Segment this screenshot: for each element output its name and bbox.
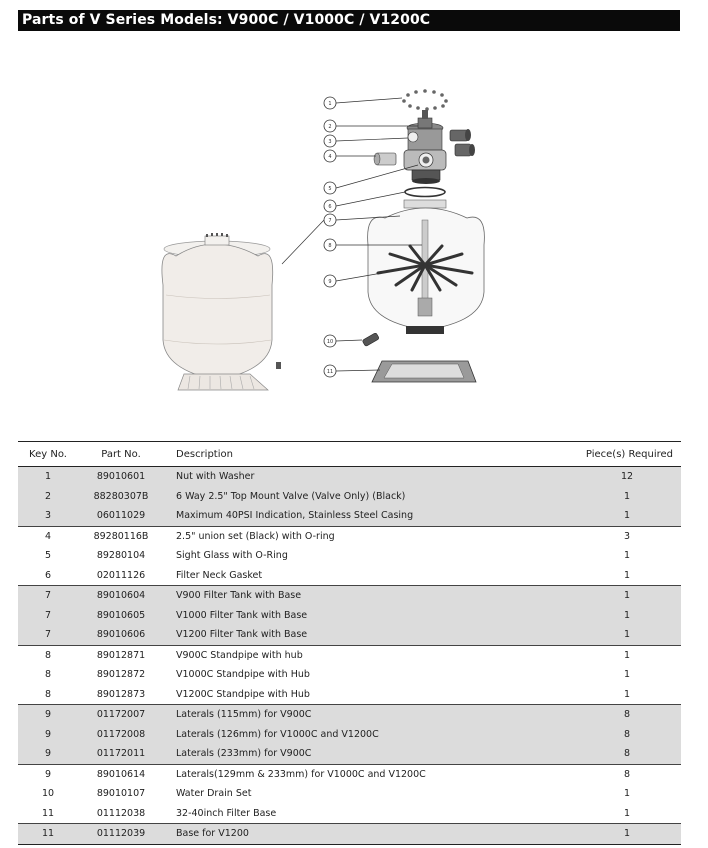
callout-label: 3 <box>328 139 332 145</box>
header-description: Description <box>164 442 573 467</box>
callout-label: 1 <box>328 101 332 107</box>
callout-9 <box>324 275 336 287</box>
cell-key: 8 <box>44 688 52 700</box>
table-row <box>18 824 681 845</box>
table-row <box>18 487 681 507</box>
cell-part: 02011126 <box>96 569 146 581</box>
cell-desc: V1000 Filter Tank with Base <box>164 606 573 626</box>
cell-key: 5 <box>44 550 52 562</box>
cell-part: 89010601 <box>78 467 164 487</box>
cell-part: 01172011 <box>78 744 164 764</box>
parts-table <box>18 441 681 845</box>
header-part-no: Part No. <box>78 442 164 467</box>
callout-5 <box>324 182 336 194</box>
callout-label: 7 <box>328 218 332 224</box>
cell-qty: 8 <box>573 705 681 725</box>
table-row <box>18 625 681 645</box>
cell-desc: Nut with Washer <box>164 467 573 487</box>
table-row <box>18 645 681 665</box>
cell-part: 89010614 <box>78 764 164 784</box>
table-header-row <box>18 442 681 467</box>
callout-8 <box>324 239 336 251</box>
cell-part: 06011029 <box>78 506 164 526</box>
table-row <box>18 804 681 824</box>
callout-label: 4 <box>328 154 332 160</box>
cell-qty: 1 <box>623 688 631 700</box>
cell-qty: 1 <box>623 550 631 562</box>
cell-part: 01172007 <box>78 705 164 725</box>
cell-desc: Base for V1200 <box>164 824 573 845</box>
table-row <box>18 744 681 764</box>
table-row <box>18 586 681 606</box>
cell-qty: 1 <box>573 487 681 507</box>
cell-desc: Filter Neck Gasket <box>176 569 263 581</box>
cell-part: 01112039 <box>78 824 164 845</box>
cell-desc: V900C Standpipe with hub <box>164 645 573 665</box>
callout-label: 9 <box>328 279 332 285</box>
table-row <box>18 506 681 526</box>
cell-desc: Maximum 40PSI Indication, Stainless Steel Casing <box>164 506 573 526</box>
cell-part: 88280307B <box>78 487 164 507</box>
callout-label: 11 <box>326 369 334 375</box>
cell-part: 89012873 <box>96 688 146 700</box>
cell-qty: 12 <box>573 467 681 487</box>
table-row <box>18 784 681 804</box>
cell-desc: V1000C Standpipe with Hub <box>176 669 310 681</box>
cell-part: 89010605 <box>78 606 164 626</box>
cell-key: 9 <box>18 744 78 764</box>
water-drain-set <box>362 333 379 347</box>
cell-qty: 8 <box>573 764 681 784</box>
cell-desc: V1200 Filter Tank with Base <box>164 625 573 645</box>
cell-key: 9 <box>18 764 78 784</box>
cell-desc: Sight Glass with O-Ring <box>176 550 288 562</box>
cell-desc: Laterals (115mm) for V900C <box>164 705 573 725</box>
cell-desc: V900 Filter Tank with Base <box>164 586 573 606</box>
cell-part: 89012872 <box>96 669 146 681</box>
cell-qty: 8 <box>573 725 681 745</box>
cell-part: 89010606 <box>78 625 164 645</box>
cell-qty: 1 <box>623 669 631 681</box>
table-row <box>18 705 681 725</box>
cell-key: 7 <box>18 606 78 626</box>
cell-qty: 1 <box>623 788 631 800</box>
cell-desc: V1200C Standpipe with Hub <box>176 688 310 700</box>
table-row <box>18 606 681 626</box>
cell-qty: 8 <box>573 744 681 764</box>
filter-base <box>372 361 476 382</box>
cell-desc: 2.5" union set (Black) with O-ring <box>164 526 573 546</box>
callout-label: 10 <box>326 339 334 345</box>
cell-key: 9 <box>18 725 78 745</box>
table-row <box>18 665 681 685</box>
callout-label: 8 <box>328 243 332 249</box>
table-row <box>18 526 681 546</box>
cell-desc: Water Drain Set <box>176 788 252 800</box>
callout-2 <box>324 120 336 132</box>
assembled-tank-illustration <box>162 233 281 390</box>
filter-neck-gasket <box>405 188 445 197</box>
cell-key: 7 <box>18 586 78 606</box>
page-title: Parts of V Series Models: V900C / V1000C / V1200C <box>18 10 680 31</box>
header-key-no: Key No. <box>18 442 78 467</box>
cell-desc: Laterals(129mm & 233mm) for V1000C and V1200C <box>164 764 573 784</box>
callout-6 <box>324 200 336 212</box>
table-row <box>18 566 681 586</box>
table-row <box>18 764 681 784</box>
cell-key: 2 <box>18 487 78 507</box>
cell-key: 3 <box>18 506 78 526</box>
callout-7 <box>324 214 336 226</box>
cell-desc: 6 Way 2.5" Top Mount Valve (Valve Only) (Black) <box>164 487 573 507</box>
cell-part: 89010604 <box>78 586 164 606</box>
cell-key: 4 <box>18 526 78 546</box>
cell-key: 9 <box>18 705 78 725</box>
exploded-parts-diagram <box>0 40 708 430</box>
pressure-gauge <box>408 132 418 142</box>
cell-part: 89280116B <box>78 526 164 546</box>
table-row <box>18 546 681 566</box>
cell-part: 89012871 <box>78 645 164 665</box>
cell-qty: 3 <box>573 526 681 546</box>
callout-4 <box>324 150 336 162</box>
cell-qty: 1 <box>573 606 681 626</box>
callout-3 <box>324 135 336 147</box>
six-way-valve <box>404 110 446 184</box>
callout-label: 6 <box>328 204 332 210</box>
cell-key: 8 <box>44 669 52 681</box>
header-pieces-required: Piece(s) Required <box>573 442 681 467</box>
callout-10 <box>324 335 336 347</box>
cell-key: 11 <box>41 807 55 819</box>
cell-desc: Laterals (126mm) for V1000C and V1200C <box>164 725 573 745</box>
cell-key: 10 <box>41 788 55 800</box>
cell-qty: 1 <box>573 586 681 606</box>
cell-key: 7 <box>18 625 78 645</box>
nuts-with-washers <box>402 89 448 111</box>
cell-qty: 1 <box>623 807 631 819</box>
cell-desc: 32-40inch Filter Base <box>176 807 277 819</box>
callout-label: 2 <box>328 124 332 130</box>
cell-qty: 1 <box>573 645 681 665</box>
cell-key: 1 <box>18 467 78 487</box>
table-row <box>18 725 681 745</box>
cell-desc: Laterals (233mm) for V900C <box>164 744 573 764</box>
cell-key: 6 <box>44 569 52 581</box>
cell-qty: 1 <box>573 625 681 645</box>
callout-11 <box>324 365 336 377</box>
cell-part: 89280104 <box>96 550 146 562</box>
cell-qty: 1 <box>573 506 681 526</box>
cell-qty: 1 <box>573 824 681 845</box>
cell-key: 11 <box>18 824 78 845</box>
callout-label: 5 <box>328 186 332 192</box>
callout-1 <box>324 97 336 109</box>
table-row <box>18 685 681 705</box>
cell-part: 01172008 <box>78 725 164 745</box>
cell-key: 8 <box>18 645 78 665</box>
cell-part: 89010107 <box>96 788 146 800</box>
cell-part: 01112038 <box>96 807 146 819</box>
table-row <box>18 467 681 487</box>
cell-qty: 1 <box>623 569 631 581</box>
